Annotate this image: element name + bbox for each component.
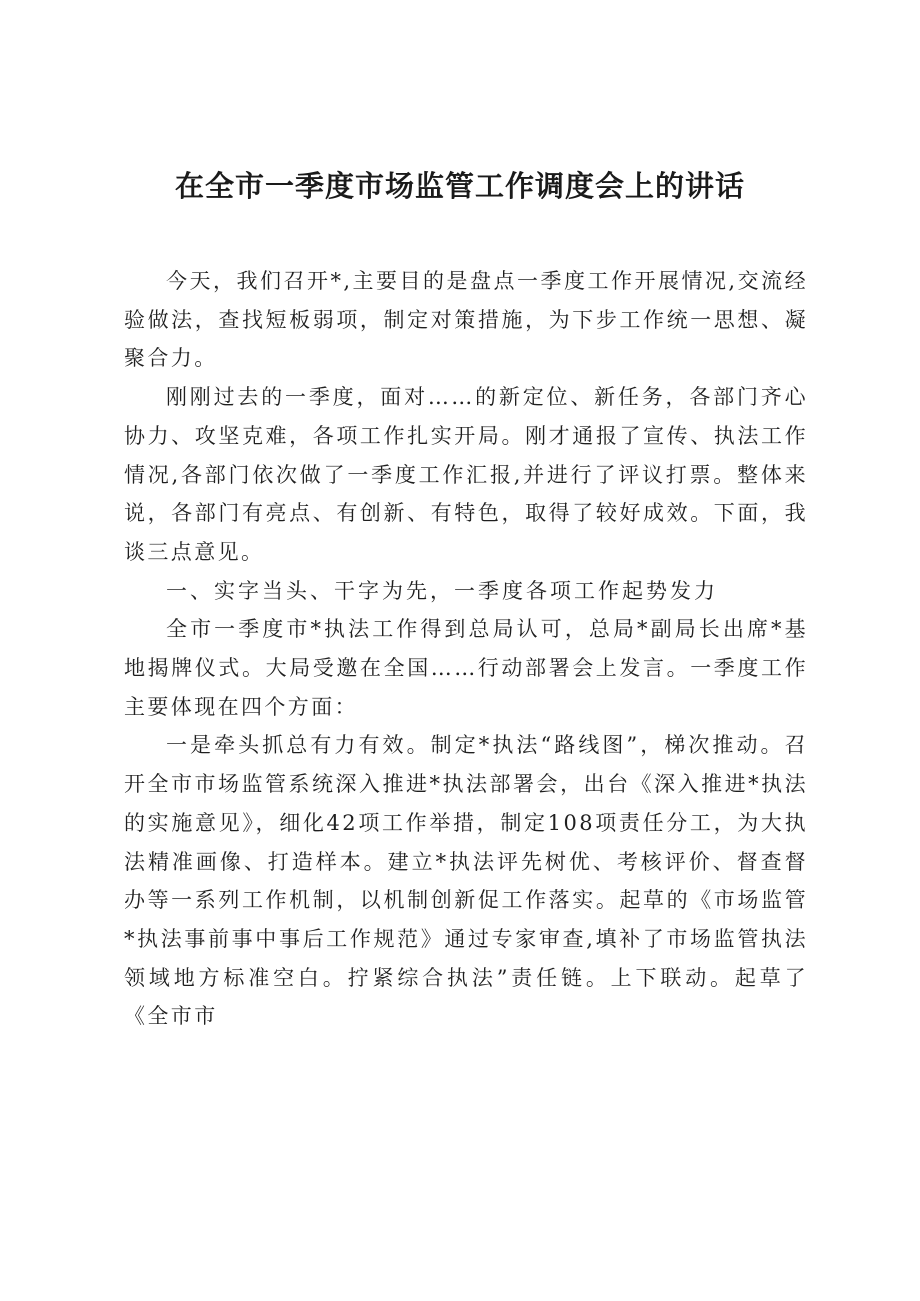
paragraph-opening: 今天，我们召开*,主要目的是盘点一季度工作开展情况,交流经验做法，查找短板弱项，制定对策措施，为下步工作统一思想、凝聚合力。 bbox=[124, 269, 808, 371]
document-title: 在全市一季度市场监管工作调度会上的讲话 bbox=[174, 169, 745, 203]
paragraph-review: 刚刚过去的一季度，面对……的新定位、新任务，各部门齐心协力、攻坚克难，各项工作扎实开局。刚才通报了宣传、执法工作情况,各部门依次做了一季度工作汇报,并进行了评议打票。整体来说，各部门有亮点、有创新、有特色，取得了较好成效。下面，我谈三点意见。 bbox=[124, 385, 808, 564]
document-body bbox=[124, 262, 808, 1036]
section-heading-1: 一、实字当头、干字为先，一季度各项工作起势发力 bbox=[166, 578, 718, 603]
paragraph-overview: 全市一季度市*执法工作得到总局认可，总局*副局长出席*基地揭牌仪式。大局受邀在全国……行动部署会上发言。一季度工作主要体现在四个方面： bbox=[124, 617, 808, 719]
paragraph-point-1: 一是牵头抓总有力有效。制定*执法“路线图”，梯次推动。召开全市市场监管系统深入推进*执法部署会，出台《深入推进*执法的实施意见》，细化42项工作举措，制定108项责任分工，为大执法精准画像、打造样本。建立*执法评先树优、考核评价、督查督办等一系列工作机制，以机制创新促工作落实。起草的《市场监管*执法事前事中事后工作规范》通过专家审查,填补了市场监管执法领域地方标准空白。拧紧综合执法”责任链。上下联动。起草了《全市市 bbox=[124, 733, 808, 1029]
